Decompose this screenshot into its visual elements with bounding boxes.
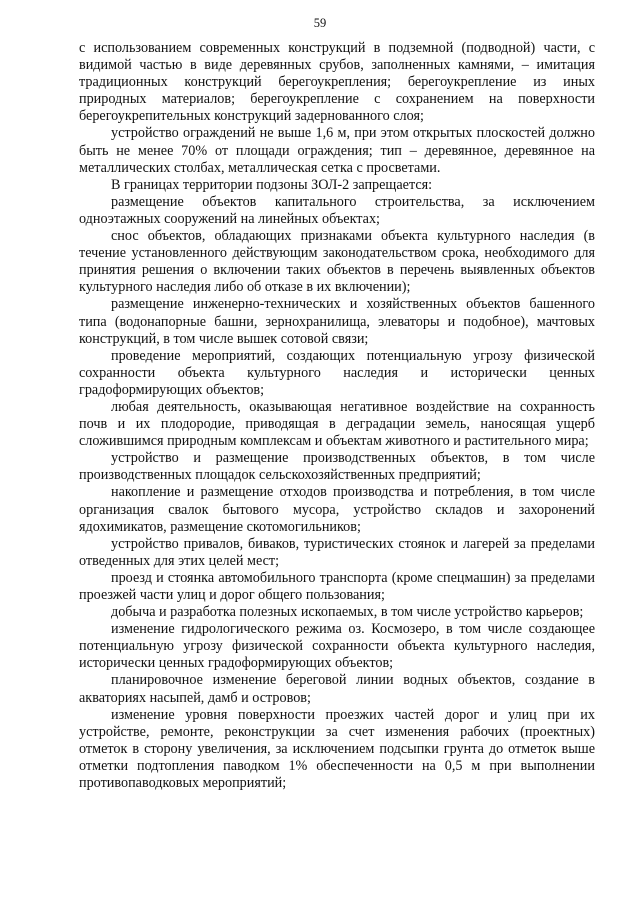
paragraph-fence-requirements: устройство ограждений не выше 1,6 м, при этом открытых плоскостей должно быть не менее 70% от площади ограждения; тип – деревянное, деревянное на металлических столбах, металлическая сетка с просветами. [79,125,595,176]
paragraph-tower-structures: размещение инженерно-технических и хозяйственных объектов башенного типа (водонапорные башни, зернохранилища, элеваторы и подобное), мачтовых конструкций, в том числе вышек сотовой связи; [79,296,595,347]
paragraph-waste: накопление и размещение отходов производства и потребления, в том числе организация свалок бытового мусора, устройство складов и захоронений ядохимикатов, размещение скотомогильников; [79,484,595,535]
paragraph-demolition: снос объектов, обладающих признаками объекта культурного наследия (в течение установленного действующим законодательством срока, необходимого для принятия решения о включении таких объектов в перечень выявленных объектов культурного наследия либо об отказе в их включении); [79,228,595,296]
paragraph-capital-construction: размещение объектов капитального строительства, за исключением одноэтажных сооружений на линейных объектах; [79,193,595,227]
paragraph-road-levels: изменение уровня поверхности проезжих частей дорог и улиц при их устройстве, ремонте, реконструкции за счет изменения рабочих (проектных) отметок в сторону увеличения, за исключением подсыпки грунта до отметок выше отметки подтопления паводком 1% обеспеченности на 0,5 м при выполнении противопаводковых мероприятий; [79,706,595,792]
page-number: 59 [313,16,327,30]
paragraph-mining: добыча и разработка полезных ископаемых, в том числе устройство карьеров; [111,604,584,621]
paragraph-shoreline: планировочное изменение береговой линии водных объектов, создание в акваториях насыпей, дамб и островов; [79,672,595,706]
paragraph-hydrology: изменение гидрологического режима оз. Космозеро, в том числе создающее потенциальную угрозу физической сохранности объекта культурного наследия, исторически ценных градоформирующих объектов; [79,621,595,672]
paragraph-production-facilities: устройство и размещение производственных объектов, в том числе производственных площадок сельскохозяйственных предприятий; [79,450,595,484]
paragraph-continued-shore-protection: с использованием современных конструкций в подземной (подводной) части, с видимой частью в виде деревянных срубов, заполненных камнями, – имитация традиционных конструкций берегоукрепления; берегоукрепление из иных природных материалов; берегоукрепление с сохранением на поверхности берегоукрепительных конструкций задернованного слоя; [79,40,595,125]
paragraph-zol2-prohibitions-heading: В границах территории подзоны ЗОЛ-2 запрещается: [111,176,433,193]
paragraph-threatening-events: проведение мероприятий, создающих потенциальную угрозу физической сохранности объекта культурного наследия и исторически ценных градоформирующих объектов; [79,347,595,398]
document-body [79,40,595,792]
paragraph-soil-damage: любая деятельность, оказывающая негативное воздействие на сохранность почв и их плодородие, приводящая в деградации земель, наносящая ущерб сложившимся природным комплексам и объектам животного и растительного мира; [79,398,595,450]
paragraph-vehicle-traffic: проезд и стоянка автомобильного транспорта (кроме спецмашин) за пределами проезжей части улиц и дорог общего пользования; [79,569,595,603]
paragraph-camps: устройство привалов, биваков, туристических стоянок и лагерей за пределами отведенных для этих целей мест; [79,535,595,569]
